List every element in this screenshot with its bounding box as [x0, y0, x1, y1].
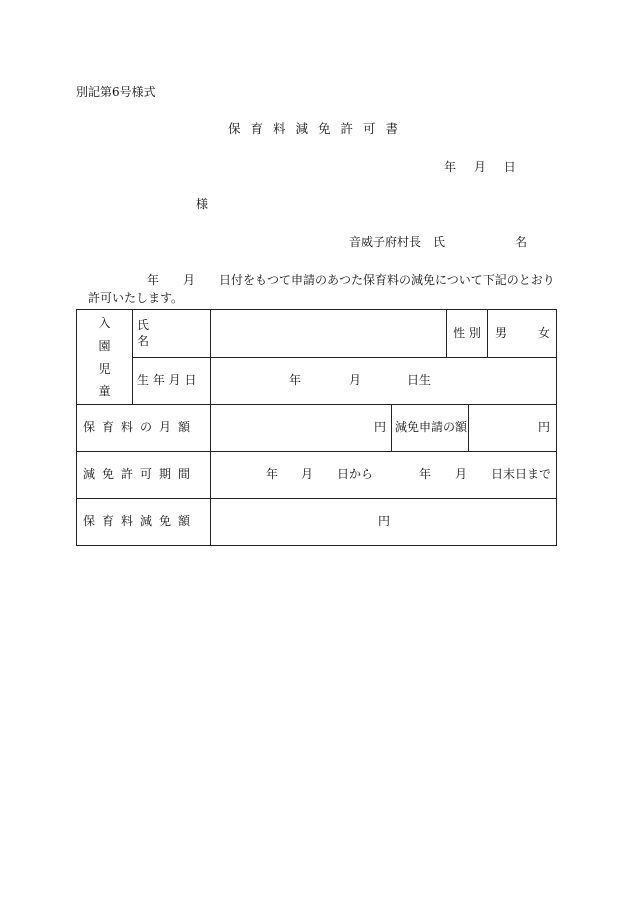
birthdate-year: 年 — [289, 372, 302, 387]
period-to-month: 月 — [455, 466, 468, 481]
reduction-amount-field[interactable] — [211, 498, 556, 545]
period-field[interactable] — [211, 451, 556, 498]
gender-male[interactable]: 男 — [495, 325, 508, 340]
enrolled-child-label — [77, 310, 132, 404]
issuer-name-mark: 名 — [515, 235, 528, 249]
enrolled-child-char: 童 — [98, 384, 111, 399]
birthdate-month: 月 — [349, 372, 362, 387]
issue-date — [444, 161, 516, 173]
permit-table — [76, 309, 557, 546]
gender-options[interactable] — [488, 310, 556, 357]
reduction-amount-unit: 円 — [378, 513, 391, 528]
monthly-fee-unit: 円 — [373, 419, 386, 434]
document-title: 保育料減免許可書 — [227, 121, 408, 136]
birthdate-field[interactable] — [211, 357, 556, 404]
monthly-fee-label: 保育料の月額 — [83, 419, 198, 434]
issuer-title: 音威子府村長 氏 — [349, 235, 446, 249]
body-text-line2: 許可いたします。 — [88, 291, 184, 305]
body-text-line1: 年 月 日付をもつて申請のあつた保育料の減免について下記のとおり — [147, 273, 555, 287]
reduction-amount-label: 保育料減免額 — [83, 513, 198, 528]
issue-date-month: 月 — [473, 160, 486, 174]
period-to-suffix: 日末日まで — [491, 466, 552, 481]
issue-date-day: 日 — [503, 160, 516, 174]
enrolled-child-char: 入 — [98, 316, 111, 330]
issue-date-year: 年 — [444, 160, 457, 174]
gender-label: 性 別 — [453, 325, 481, 340]
form-number: 別記第6号様式 — [76, 85, 156, 99]
enrolled-child-char: 児 — [98, 361, 111, 376]
period-to-year: 年 — [419, 466, 432, 481]
birthdate-label: 生 年 月 日 — [137, 372, 197, 387]
requested-reduction-label: 減免申請の額 — [395, 420, 468, 434]
col-divider — [132, 310, 133, 404]
requested-reduction-field[interactable] — [469, 404, 556, 451]
period-from-suffix: 日から — [337, 466, 374, 481]
enrolled-child-char: 園 — [98, 338, 111, 353]
period-label: 減免許可期間 — [83, 466, 198, 481]
period-from-month: 月 — [301, 466, 314, 481]
birthdate-suffix: 日生 — [407, 372, 432, 387]
name-label: 氏 名 — [137, 317, 198, 348]
monthly-fee-field[interactable] — [211, 404, 391, 451]
requested-reduction-unit: 円 — [537, 419, 550, 434]
name-field[interactable] — [211, 310, 446, 357]
col-divider — [391, 404, 392, 451]
period-from-year: 年 — [266, 466, 279, 481]
gender-female[interactable]: 女 — [537, 325, 550, 340]
addressee-suffix: 様 — [196, 197, 209, 211]
